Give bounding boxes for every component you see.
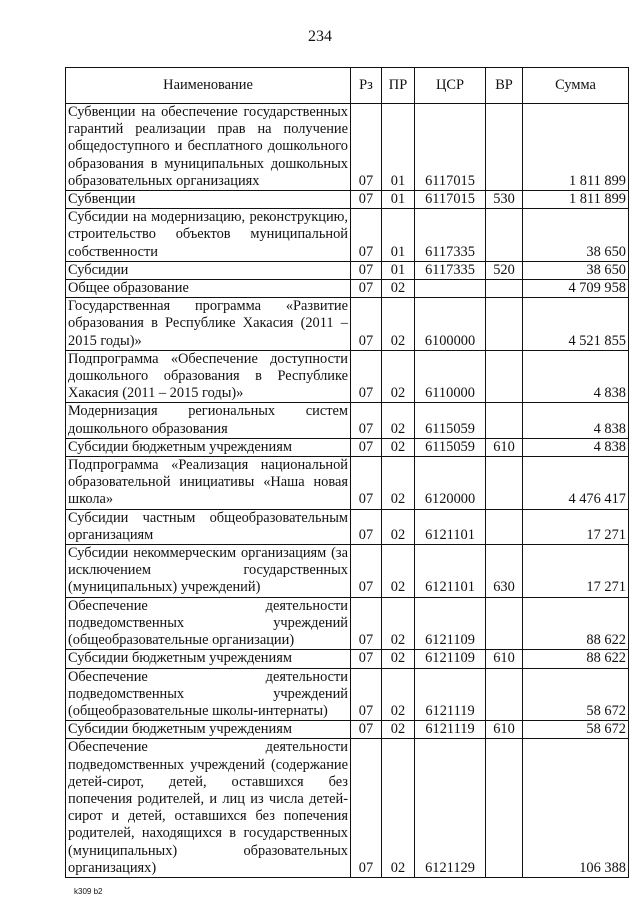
cell-pr: 02 — [382, 298, 415, 351]
cell-name: Субсидии частным общеобразовательным организациям — [66, 509, 351, 544]
cell-sum: 4 521 855 — [523, 298, 629, 351]
cell-name: Обеспечение деятельности подведомственных учреждений (общеобразовательные школы-интернаты) — [66, 668, 351, 721]
cell-pr: 01 — [382, 104, 415, 191]
cell-vr — [486, 597, 523, 650]
cell-vr: 610 — [486, 438, 523, 456]
cell-sum: 17 271 — [523, 509, 629, 544]
cell-name: Субсидии на модернизацию, реконструкцию, строительство объектов муниципальной собственности — [66, 209, 351, 262]
cell-pr: 02 — [382, 597, 415, 650]
cell-rz: 07 — [351, 280, 382, 298]
cell-rz: 07 — [351, 438, 382, 456]
cell-sum: 38 650 — [523, 261, 629, 279]
table-header-row — [66, 68, 629, 104]
cell-csr: 6121129 — [415, 739, 486, 878]
cell-rz: 07 — [351, 650, 382, 668]
cell-vr — [486, 350, 523, 403]
cell-rz: 07 — [351, 403, 382, 438]
header-rz: Рз — [351, 68, 382, 104]
table-row — [66, 261, 629, 279]
cell-sum: 4 838 — [523, 403, 629, 438]
table-row — [66, 403, 629, 438]
cell-csr: 6121109 — [415, 597, 486, 650]
cell-sum: 17 271 — [523, 545, 629, 598]
cell-csr: 6121101 — [415, 545, 486, 598]
table-row — [66, 457, 629, 510]
cell-name: Подпрограмма «Реализация национальной образовательной инициативы «Наша новая школа» — [66, 457, 351, 510]
cell-csr — [415, 280, 486, 298]
cell-vr: 520 — [486, 261, 523, 279]
cell-vr: 610 — [486, 650, 523, 668]
cell-vr — [486, 668, 523, 721]
cell-rz: 07 — [351, 721, 382, 739]
cell-name: Обеспечение деятельности подведомственных учреждений (содержание детей-сирот, детей, оставшихся без попечения родителей, и лиц из числа детей-сирот и детей, оставшихся без попечения родителей, находящихся в государственных (муниципальных) образовательных организациях) — [66, 739, 351, 878]
cell-sum: 4 709 958 — [523, 280, 629, 298]
cell-pr: 01 — [382, 191, 415, 209]
table-row — [66, 280, 629, 298]
page-number: 234 — [308, 28, 332, 45]
cell-pr: 01 — [382, 209, 415, 262]
header-sum: Сумма — [523, 68, 629, 104]
cell-rz: 07 — [351, 104, 382, 191]
cell-csr: 6100000 — [415, 298, 486, 351]
cell-name: Общее образование — [66, 280, 351, 298]
cell-pr: 02 — [382, 721, 415, 739]
cell-sum: 38 650 — [523, 209, 629, 262]
cell-csr: 6115059 — [415, 403, 486, 438]
table-row — [66, 509, 629, 544]
cell-sum: 4 838 — [523, 350, 629, 403]
cell-csr: 6110000 — [415, 350, 486, 403]
cell-name: Обеспечение деятельности подведомственных учреждений (общеобразовательные организации) — [66, 597, 351, 650]
cell-name: Подпрограмма «Обеспечение доступности дошкольного образования в Республике Хакасия (2011 – 2015 годы)» — [66, 350, 351, 403]
table-row — [66, 209, 629, 262]
cell-rz: 07 — [351, 209, 382, 262]
cell-rz: 07 — [351, 668, 382, 721]
table-row — [66, 668, 629, 721]
table-row — [66, 597, 629, 650]
table-row — [66, 350, 629, 403]
cell-pr: 02 — [382, 457, 415, 510]
cell-sum: 58 672 — [523, 721, 629, 739]
cell-pr: 02 — [382, 438, 415, 456]
cell-vr — [486, 209, 523, 262]
cell-vr — [486, 298, 523, 351]
cell-sum: 1 811 899 — [523, 191, 629, 209]
cell-sum: 106 388 — [523, 739, 629, 878]
cell-name: Субвенции на обеспечение государственных гарантий реализации прав на получение общедоступного и бесплатного дошкольного образования в муниципальных дошкольных образовательных организациях — [66, 104, 351, 191]
table-row — [66, 298, 629, 351]
cell-csr: 6120000 — [415, 457, 486, 510]
cell-sum: 88 622 — [523, 597, 629, 650]
cell-name: Модернизация региональных систем дошкольного образования — [66, 403, 351, 438]
table-row — [66, 545, 629, 598]
cell-name: Субсидии — [66, 261, 351, 279]
cell-pr: 02 — [382, 403, 415, 438]
cell-rz: 07 — [351, 545, 382, 598]
cell-pr: 02 — [382, 668, 415, 721]
cell-rz: 07 — [351, 298, 382, 351]
header-pr: ПР — [382, 68, 415, 104]
cell-vr: 530 — [486, 191, 523, 209]
cell-pr: 02 — [382, 280, 415, 298]
cell-csr: 6121119 — [415, 668, 486, 721]
cell-csr: 6121101 — [415, 509, 486, 544]
cell-vr — [486, 403, 523, 438]
cell-rz: 07 — [351, 457, 382, 510]
table-body — [66, 104, 629, 878]
cell-rz: 07 — [351, 261, 382, 279]
cell-sum: 88 622 — [523, 650, 629, 668]
cell-csr: 6121119 — [415, 721, 486, 739]
cell-rz: 07 — [351, 350, 382, 403]
cell-sum: 4 476 417 — [523, 457, 629, 510]
cell-rz: 07 — [351, 739, 382, 878]
table-row — [66, 438, 629, 456]
footer-code: k309 b2 — [74, 887, 103, 896]
table-row — [66, 104, 629, 191]
cell-name: Субвенции — [66, 191, 351, 209]
table-row — [66, 650, 629, 668]
cell-csr: 6117335 — [415, 209, 486, 262]
cell-name: Субсидии бюджетным учреждениям — [66, 650, 351, 668]
header-name: Наименование — [66, 68, 351, 104]
cell-sum: 58 672 — [523, 668, 629, 721]
table-row — [66, 191, 629, 209]
cell-pr: 02 — [382, 650, 415, 668]
cell-vr — [486, 457, 523, 510]
table-row — [66, 739, 629, 878]
cell-vr: 630 — [486, 545, 523, 598]
cell-csr: 6117015 — [415, 191, 486, 209]
cell-rz: 07 — [351, 509, 382, 544]
cell-pr: 02 — [382, 545, 415, 598]
cell-pr: 02 — [382, 350, 415, 403]
cell-sum: 4 838 — [523, 438, 629, 456]
cell-name: Субсидии бюджетным учреждениям — [66, 721, 351, 739]
header-vr: ВР — [486, 68, 523, 104]
cell-name: Государственная программа «Развитие образования в Республике Хакасия (2011 – 2015 годы)» — [66, 298, 351, 351]
cell-vr — [486, 739, 523, 878]
cell-vr — [486, 509, 523, 544]
cell-name: Субсидии некоммерческим организациям (за исключением государственных (муниципальных) учреждений) — [66, 545, 351, 598]
table-row — [66, 721, 629, 739]
cell-pr: 01 — [382, 261, 415, 279]
cell-name: Субсидии бюджетным учреждениям — [66, 438, 351, 456]
cell-rz: 07 — [351, 597, 382, 650]
cell-csr: 6117335 — [415, 261, 486, 279]
cell-vr — [486, 104, 523, 191]
cell-vr: 610 — [486, 721, 523, 739]
cell-csr: 6121109 — [415, 650, 486, 668]
cell-vr — [486, 280, 523, 298]
cell-rz: 07 — [351, 191, 382, 209]
cell-sum: 1 811 899 — [523, 104, 629, 191]
cell-csr: 6115059 — [415, 438, 486, 456]
budget-table — [65, 67, 629, 878]
header-csr: ЦСР — [415, 68, 486, 104]
cell-pr: 02 — [382, 509, 415, 544]
cell-csr: 6117015 — [415, 104, 486, 191]
cell-pr: 02 — [382, 739, 415, 878]
